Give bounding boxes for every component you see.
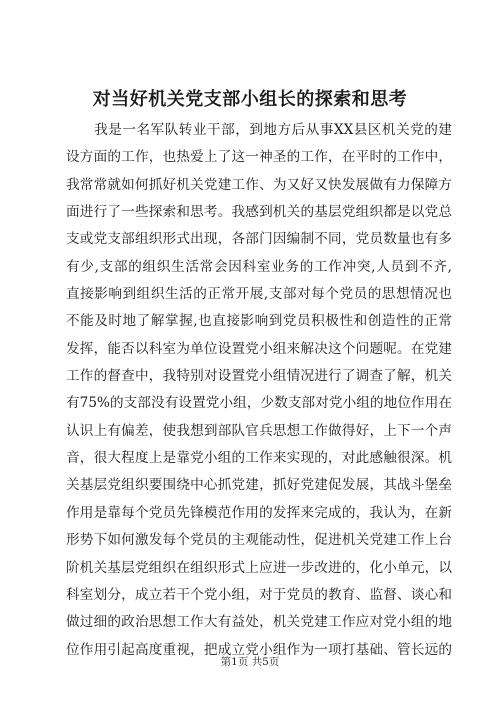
body-line: 发挥，能否以科室为单位设置党小组来解决这个问题呢。在党建 [66, 340, 452, 357]
body-line: 我常常就如何抓好机关党建工作、为又好又快发展做有力保障方 [66, 176, 452, 193]
body-line: 音，很大程度上是靠党小组的工作来实现的，对此感触很深。机 [66, 450, 452, 467]
body-line: 阶机关基层党组织在组织形式上应进一步改进的，化小单元，以 [66, 559, 452, 576]
body-line: 工作的督查中，我特别对设置党小组情况进行了调查了解，机关 [66, 368, 452, 385]
page-footer: 第1页 共5页 [220, 656, 280, 668]
body-line: 面进行了一些探索和思考。我感到机关的基层党组织都是以党总 [66, 204, 452, 221]
body-line: 直接影响到组织生活的正常开展,支部对每个党员的思想情况也 [66, 286, 452, 303]
body-line: 设方面的工作，也热爱上了这一神圣的工作，在平时的工作中， [66, 149, 452, 166]
body-line: 作用是靠每个党员先锋模范作用的发挥来完成的，我认为，在新 [66, 504, 452, 521]
body-line: 关基层党组织要围绕中心抓党建，抓好党建促发展，其战斗堡垒 [66, 477, 452, 494]
body-line: 我是一名军队转业干部，到地方后从事XX县区机关党的建 [66, 122, 452, 138]
body-line: 认识上有偏差，使我想到部队官兵思想工作做得好，上下一个声 [66, 422, 452, 439]
body-line: 科室划分，成立若干个党小组，对于党员的教育、监督、谈心和 [66, 586, 452, 603]
document-body [66, 117, 452, 664]
body-line: 有少,支部的组织生活常会因科室业务的工作冲突,人员到不齐, [66, 258, 452, 275]
body-line: 做过细的政治思想工作大有益处，机关党建工作应对党小组的地 [66, 614, 452, 631]
body-line: 位作用引起高度重视，把成立党小组作为一项打基础、管长远的 [66, 641, 452, 658]
document-title: 对当好机关党支部小组长的探索和思考 [92, 89, 408, 110]
body-line: 有75%的支部没有设置党小组，少数支部对党小组的地位作用在 [66, 395, 452, 412]
body-line: 不能及时地了解掌握,也直接影响到党员积极性和创造性的正常 [66, 313, 452, 330]
body-line: 形势下如何激发每个党员的主观能动性，促进机关党建工作上台 [66, 532, 452, 549]
body-line: 支或党支部组织形式出现，各部门因编制不同，党员数量也有多 [66, 231, 452, 248]
